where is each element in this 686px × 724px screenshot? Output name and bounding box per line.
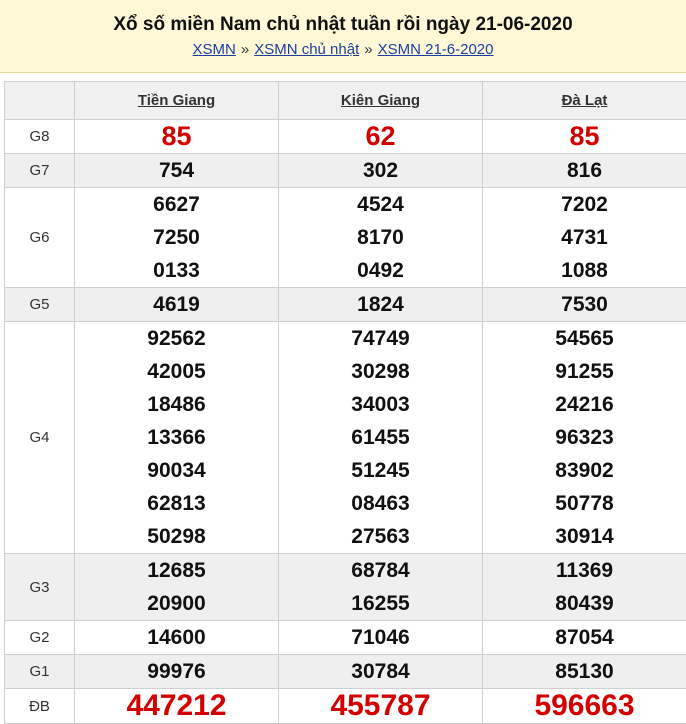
prize-cell <box>279 188 483 288</box>
prize-number: 754 <box>75 154 278 187</box>
prize-label: G6 <box>5 188 75 288</box>
prize-cell <box>279 288 483 322</box>
column-header-da-lat <box>483 82 686 120</box>
prize-number: 11369 <box>483 554 686 587</box>
prize-number: 16255 <box>279 587 482 620</box>
prize-row-g3 <box>5 554 686 621</box>
prize-number: 20900 <box>75 587 278 620</box>
prize-number: 30914 <box>483 520 686 553</box>
prize-label: G4 <box>5 322 75 554</box>
prize-cell <box>279 554 483 621</box>
prize-cell <box>483 154 686 188</box>
prize-number: 96323 <box>483 421 686 454</box>
prize-cell <box>75 288 279 322</box>
prize-number: 42005 <box>75 355 278 388</box>
prize-number: 4524 <box>279 188 482 221</box>
prize-cell <box>75 154 279 188</box>
page-title: Xổ số miền Nam chủ nhật tuần rồi ngày 21-06-2020 <box>0 0 686 36</box>
prize-number: 99976 <box>75 655 278 688</box>
header-corner-cell <box>5 82 75 120</box>
prize-number: 34003 <box>279 388 482 421</box>
table-header-row <box>5 82 686 120</box>
prize-number: 447212 <box>75 689 278 723</box>
prize-number: 18486 <box>75 388 278 421</box>
prize-number: 27563 <box>279 520 482 553</box>
prize-row-g4 <box>5 322 686 554</box>
prize-cell <box>483 621 686 655</box>
breadcrumb-link-xsmn-sunday[interactable]: XSMN chủ nhật <box>254 41 359 58</box>
prize-number: 7530 <box>483 288 686 321</box>
prize-number: 8170 <box>279 221 482 254</box>
results-table <box>4 81 686 724</box>
prize-number: 596663 <box>483 689 686 723</box>
prize-number: 4619 <box>75 288 278 321</box>
prize-cell <box>75 322 279 554</box>
prize-row-đb <box>5 689 686 724</box>
prize-cell <box>75 621 279 655</box>
prize-label: G1 <box>5 655 75 689</box>
prize-cell <box>483 288 686 322</box>
prize-cell <box>279 154 483 188</box>
prize-cell <box>279 689 483 724</box>
province-link-tien-giang[interactable]: Tiền Giang <box>138 92 215 109</box>
prize-number: 302 <box>279 154 482 187</box>
prize-number: 50778 <box>483 487 686 520</box>
prize-cell <box>75 689 279 724</box>
province-link-da-lat[interactable]: Đà Lạt <box>562 92 608 109</box>
prize-number: 12685 <box>75 554 278 587</box>
prize-number: 13366 <box>75 421 278 454</box>
breadcrumb-separator: » <box>359 41 377 58</box>
prize-cell <box>75 188 279 288</box>
prize-number: 87054 <box>483 621 686 654</box>
prize-label: G7 <box>5 154 75 188</box>
prize-number: 14600 <box>75 621 278 654</box>
prize-number: 68784 <box>279 554 482 587</box>
prize-cell <box>75 655 279 689</box>
prize-cell <box>483 120 686 154</box>
prize-number: 83902 <box>483 454 686 487</box>
prize-cell <box>279 621 483 655</box>
prize-number: 30298 <box>279 355 482 388</box>
prize-number: 90034 <box>75 454 278 487</box>
breadcrumb-link-xsmn-date[interactable]: XSMN 21-6-2020 <box>378 41 494 58</box>
column-header-kien-giang <box>279 82 483 120</box>
prize-number: 455787 <box>279 689 482 723</box>
prize-cell <box>483 188 686 288</box>
prize-number: 0133 <box>75 254 278 287</box>
prize-cell <box>279 655 483 689</box>
prize-number: 1088 <box>483 254 686 287</box>
prize-number: 85 <box>483 120 686 153</box>
prize-number: 74749 <box>279 322 482 355</box>
prize-number: 1824 <box>279 288 482 321</box>
breadcrumb-link-xsmn[interactable]: XSMN <box>193 41 236 58</box>
prize-number: 24216 <box>483 388 686 421</box>
prize-number: 54565 <box>483 322 686 355</box>
prize-number: 30784 <box>279 655 482 688</box>
prize-number: 4731 <box>483 221 686 254</box>
prize-number: 6627 <box>75 188 278 221</box>
column-header-tien-giang <box>75 82 279 120</box>
prize-number: 08463 <box>279 487 482 520</box>
breadcrumb-separator: » <box>236 41 254 58</box>
prize-cell <box>483 689 686 724</box>
prize-row-g7 <box>5 154 686 188</box>
prize-number: 51245 <box>279 454 482 487</box>
prize-number: 91255 <box>483 355 686 388</box>
prize-number: 7250 <box>75 221 278 254</box>
prize-label: G5 <box>5 288 75 322</box>
prize-number: 50298 <box>75 520 278 553</box>
prize-row-g6 <box>5 188 686 288</box>
prize-cell <box>483 322 686 554</box>
prize-number: 0492 <box>279 254 482 287</box>
prize-number: 62813 <box>75 487 278 520</box>
prize-number: 61455 <box>279 421 482 454</box>
prize-row-g2 <box>5 621 686 655</box>
prize-label: G8 <box>5 120 75 154</box>
prize-cell <box>483 554 686 621</box>
prize-label: ĐB <box>5 689 75 724</box>
prize-label: G3 <box>5 554 75 621</box>
prize-cell <box>75 554 279 621</box>
prize-number: 92562 <box>75 322 278 355</box>
prize-number: 80439 <box>483 587 686 620</box>
prize-row-g8 <box>5 120 686 154</box>
prize-cell <box>483 655 686 689</box>
prize-number: 85 <box>75 120 278 153</box>
prize-cell <box>75 120 279 154</box>
prize-cell <box>279 120 483 154</box>
prize-number: 62 <box>279 120 482 153</box>
prize-number: 816 <box>483 154 686 187</box>
breadcrumb <box>0 40 686 60</box>
prize-number: 71046 <box>279 621 482 654</box>
prize-row-g1 <box>5 655 686 689</box>
province-link-kien-giang[interactable]: Kiên Giang <box>341 92 420 109</box>
prize-row-g5 <box>5 288 686 322</box>
prize-label: G2 <box>5 621 75 655</box>
prize-number: 85130 <box>483 655 686 688</box>
prize-cell <box>279 322 483 554</box>
page-header <box>0 0 686 73</box>
prize-number: 7202 <box>483 188 686 221</box>
